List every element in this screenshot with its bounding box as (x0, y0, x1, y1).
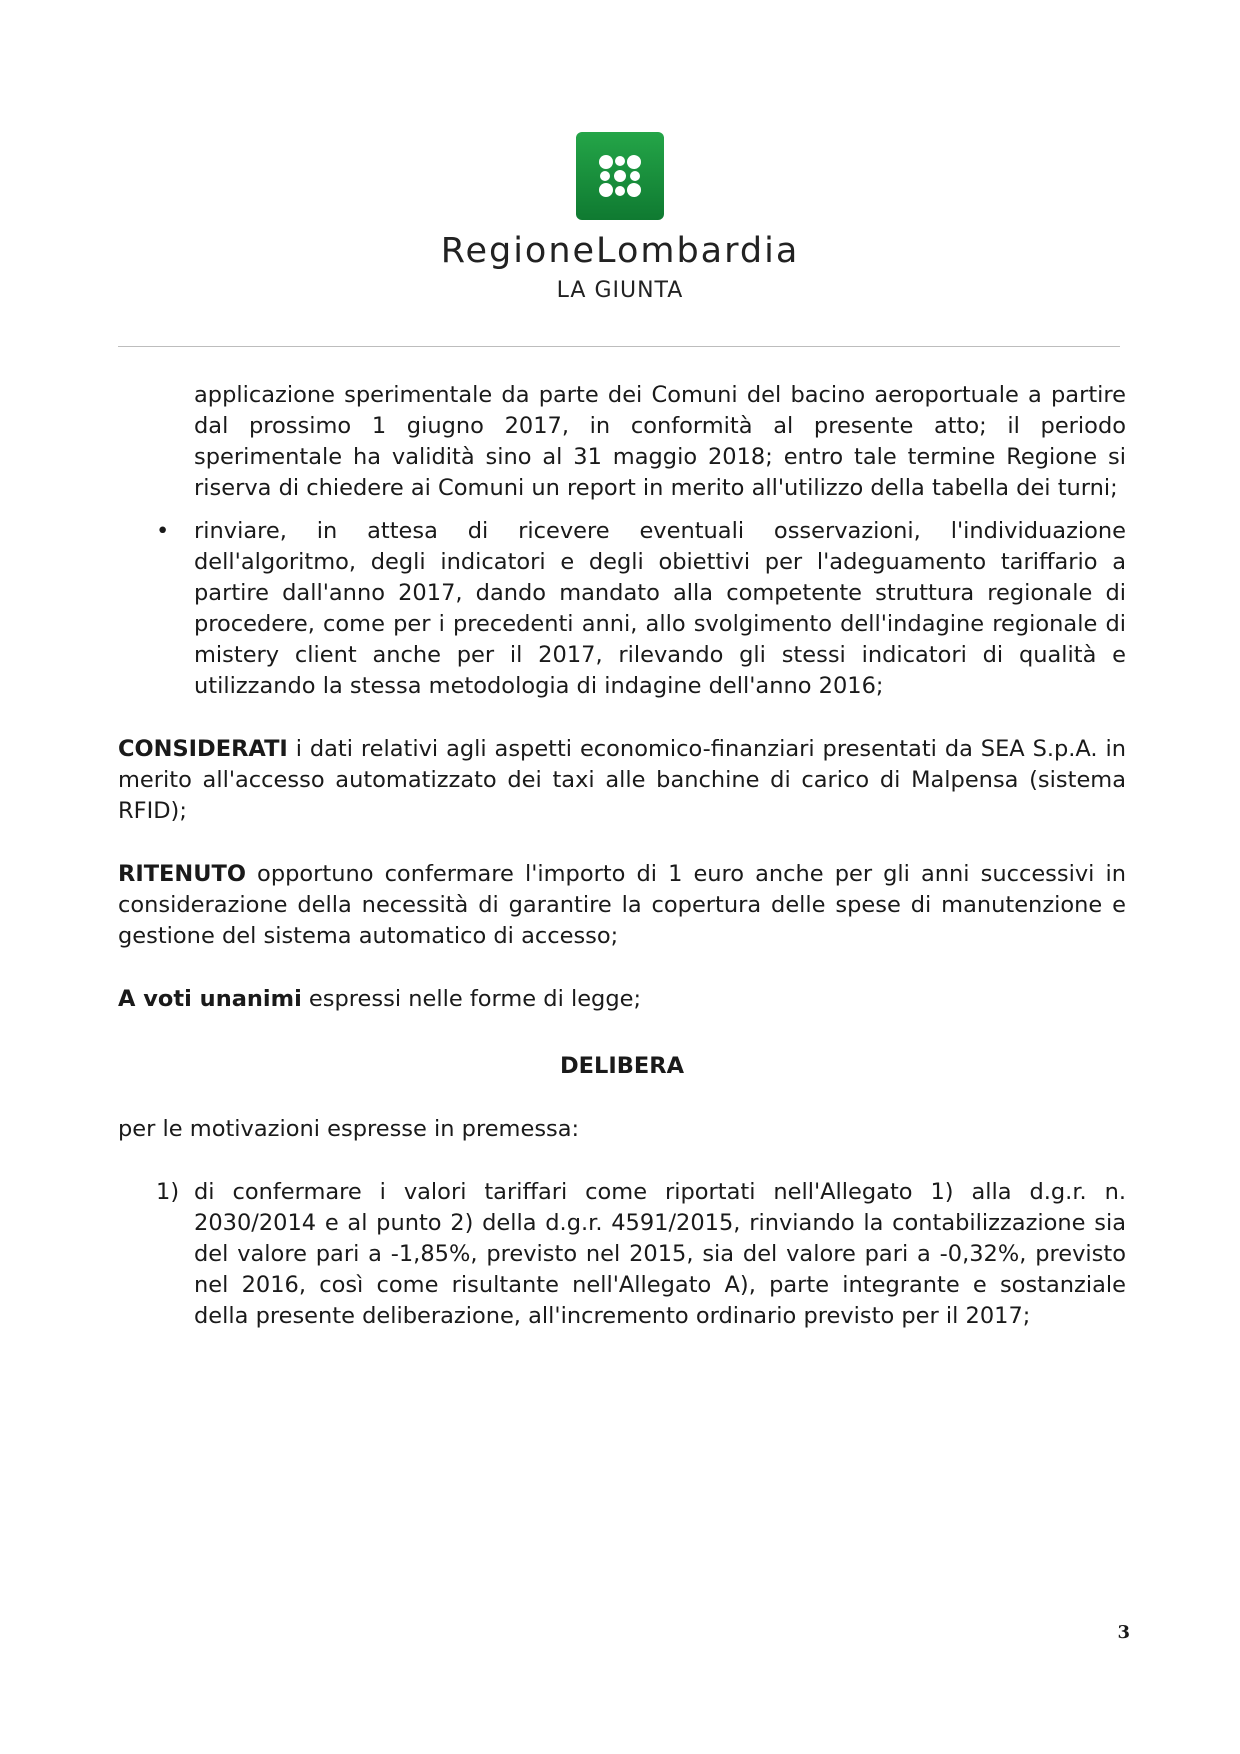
header-divider (118, 346, 1120, 347)
ritenuto-text: opportuno confermare l'importo di 1 euro anche per gli anni successivi in considerazione della necessità di garantire la copertura delle spese di manutenzione e gestione del sistema automatico di accesso; (118, 861, 1126, 949)
continuation-paragraph: applicazione sperimentale da parte dei Comuni del bacino aeroportuale a partire dal prossimo 1 giugno 2017, in conformità al presente atto; il periodo sperimentale ha validità sino al 31 maggio 2018; entro tale termine Regione si riserva di chiedere ai Comuni un report in merito all'utilizzo della tabella dei turni; (194, 382, 1126, 501)
page-header (0, 132, 1240, 303)
voti-text: espressi nelle forme di legge; (301, 986, 642, 1012)
bullet-list-item (156, 516, 1126, 702)
bullet-text: rinviare, in attesa di ricevere eventuali osservazioni, l'individuazione dell'algoritmo, degli indicatori e degli obiettivi per l'adeguamento tariffario a partire dall'anno 2017, dando mandato alla competente struttura regionale di procedere, come per i precedenti anni, allo svolgimento dell'indagine regionale di mistery client anche per il 2017, rilevando gli stessi indicatori di qualità e utilizzando la stessa metodologia di indagine dell'anno 2016; (194, 518, 1126, 699)
rosa-camuna-logo-icon (576, 132, 664, 220)
bullet-marker: • (156, 518, 170, 544)
header-subtitle: LA GIUNTA (556, 278, 684, 303)
brand-name: RegioneLombardia (440, 231, 800, 271)
item-number: 1) (156, 1179, 180, 1205)
voti-paragraph (118, 984, 1126, 1015)
considerati-label: CONSIDERATI (118, 736, 288, 762)
ritenuto-label: RITENUTO (118, 861, 246, 887)
considerati-paragraph (118, 734, 1126, 827)
document-body (118, 380, 1126, 1332)
page-number: 3 (1117, 1622, 1130, 1643)
voti-label: A voti unanimi (118, 986, 302, 1012)
considerati-text: i dati relativi agli aspetti economico-finanziari presentati da SEA S.p.A. in merito all'accesso automatizzato dei taxi alle banchine di carico di Malpensa (sistema RFID); (118, 736, 1126, 824)
delibera-heading: DELIBERA (559, 1053, 684, 1079)
numbered-list-item (156, 1177, 1126, 1332)
item-text: di confermare i valori tariffari come riportati nell'Allegato 1) alla d.g.r. n. 2030/2014 e al punto 2) della d.g.r. 4591/2015, rinviando la contabilizzazione sia del valore pari a -1,85%, previsto nel 2015, sia del valore pari a -0,32%, previsto nel 2016, così come risultante nell'Allegato A), parte integrante e sostanziale della presente deliberazione, all'incremento ordinario previsto per il 2017; (194, 1179, 1126, 1329)
ritenuto-paragraph (118, 859, 1126, 952)
premessa-paragraph: per le motivazioni espresse in premessa: (118, 1116, 580, 1142)
